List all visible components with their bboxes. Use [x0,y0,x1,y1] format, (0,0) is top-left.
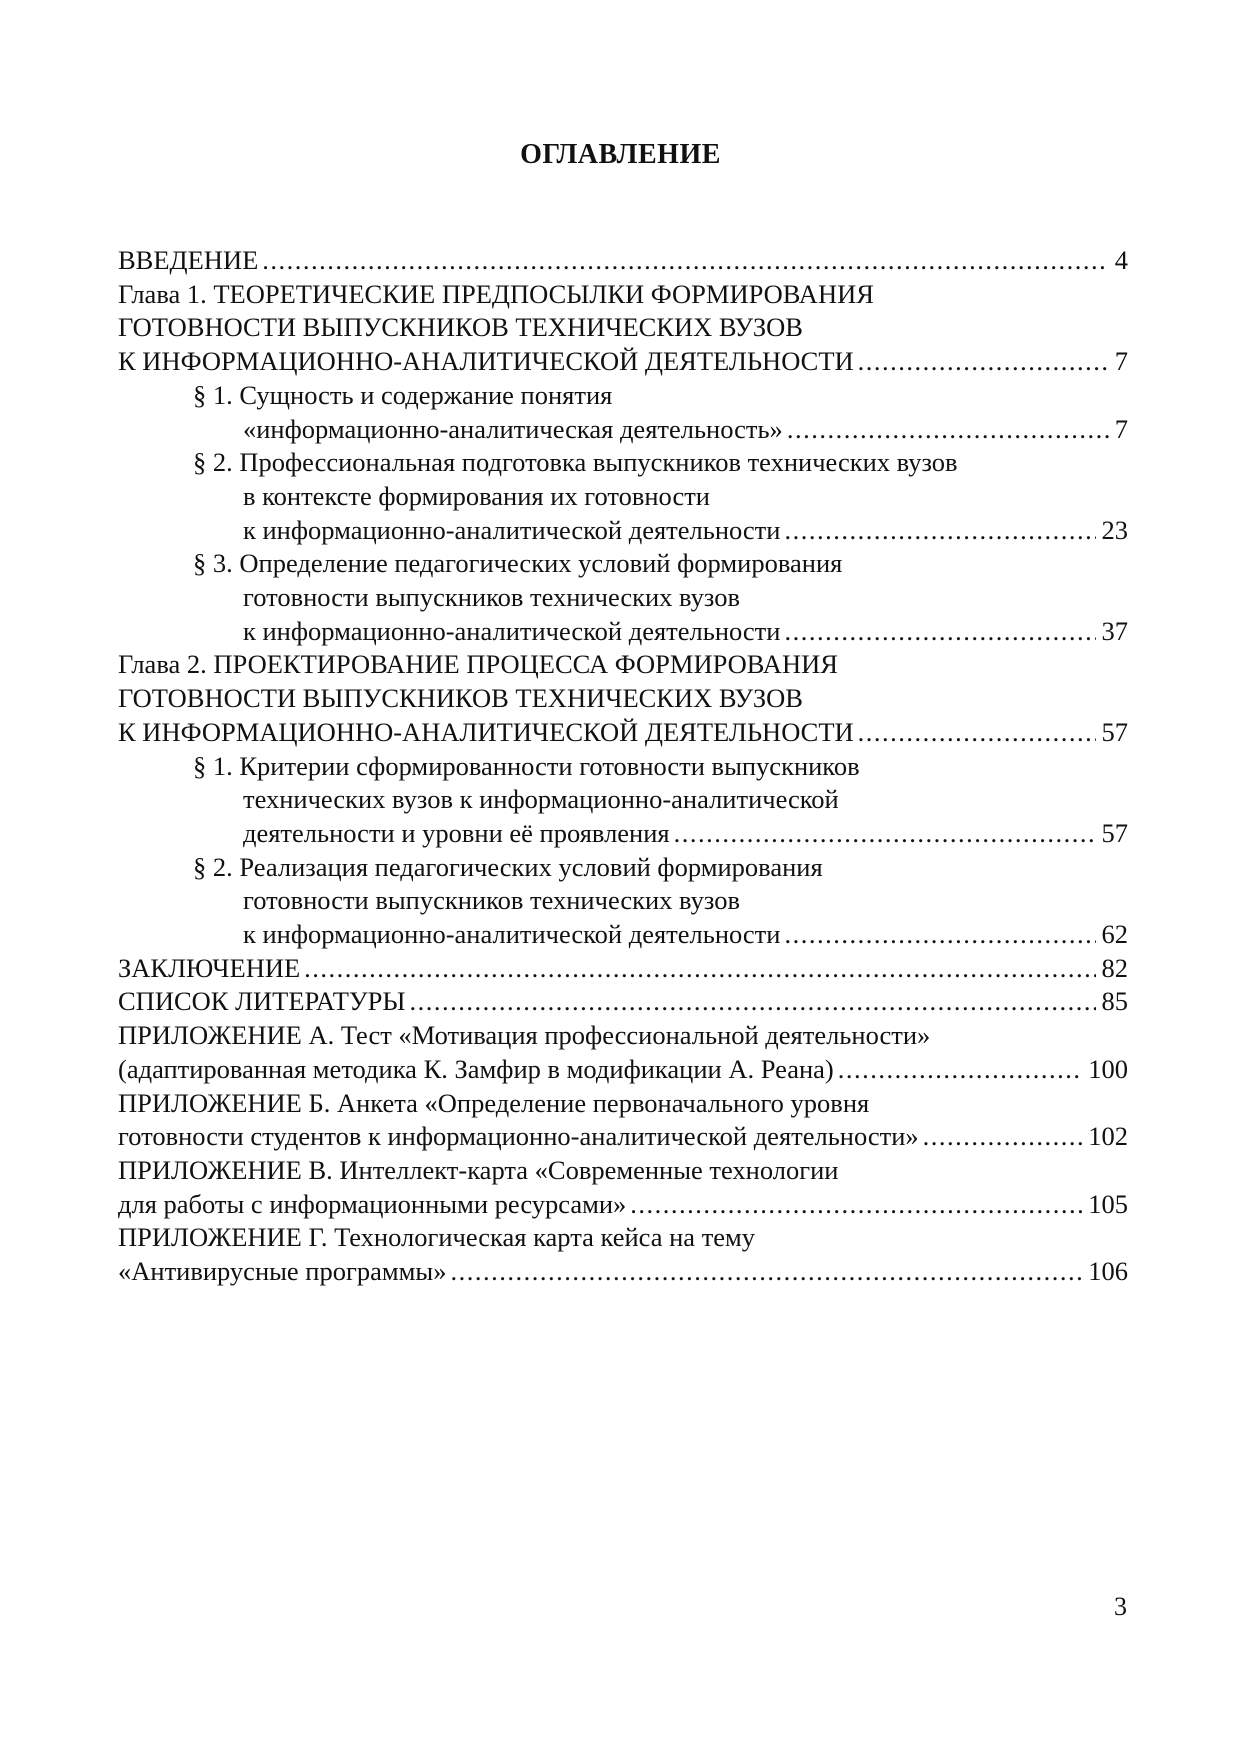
toc-entry-text: К ИНФОРМАЦИОННО-АНАЛИТИЧЕСКОЙ ДЕЯТЕЛЬНОСТИ [118,346,854,377]
toc-entry[interactable] [118,648,1128,749]
toc-entry-text: ЗАКЛЮЧЕНИЕ [118,952,301,983]
toc-entry-text: для работы с информационными ресурсами» [118,1188,627,1219]
toc-entry-line [118,1053,1128,1087]
toc-entry-page: 100 [1088,1053,1128,1084]
toc-entry-page: 7 [1114,413,1128,444]
toc-entry-line [118,985,1128,1019]
toc-entry-text: § 1. Сущность и содержание понятия [193,379,613,410]
toc-dot-leader [787,413,1109,447]
toc-dot-leader [784,615,1095,649]
toc-entry-text: ГОТОВНОСТИ ВЫПУСКНИКОВ ТЕХНИЧЕСКИХ ВУЗОВ [118,683,803,714]
toc-entry-line [118,952,1128,986]
toc-entry-line [118,750,1128,784]
toc-entry[interactable] [118,1087,1128,1154]
toc-entry-text: § 2. Реализация педагогических условий формирования [193,851,823,882]
toc-entry[interactable] [118,851,1128,952]
toc-entry-text: ПРИЛОЖЕНИЕ Г. Технологическая карта кейса на тему [118,1222,756,1253]
toc-entry-line [118,278,1128,312]
toc-entry-text: ПРИЛОЖЕНИЕ В. Интеллект-карта «Современные технологии [118,1154,839,1185]
toc-entry-page: 106 [1088,1256,1128,1287]
toc-dot-leader [923,1120,1083,1154]
toc-entry[interactable] [118,750,1128,851]
toc-entry-line [118,244,1128,278]
toc-entry-line [118,884,1128,918]
toc-entry-text: ГОТОВНОСТИ ВЫПУСКНИКОВ ТЕХНИЧЕСКИХ ВУЗОВ [118,312,803,343]
toc-dot-leader [858,716,1096,750]
toc-entry-page: 105 [1088,1188,1128,1219]
toc-dot-leader [410,985,1096,1019]
toc-entry-line [118,345,1128,379]
toc-entry-text: ВВЕДЕНИЕ [118,245,259,275]
toc-entry-page: 57 [1101,716,1128,747]
toc-entry-line [118,783,1128,817]
toc-entry-text: (адаптированная методика К. Замфир в модификации А. Реана) [118,1053,834,1084]
toc-entry-page: 102 [1088,1121,1128,1152]
toc-entry-text: технических вузов к информационно-аналитической [243,784,839,815]
table-of-contents [118,244,1128,1289]
toc-entry-page: 23 [1101,514,1128,545]
toc-dot-leader [674,817,1096,851]
toc-entry-line [118,581,1128,615]
toc-entry[interactable] [118,278,1128,379]
toc-entry-text: Глава 2. ПРОЕКТИРОВАНИЕ ПРОЦЕССА ФОРМИРОВАНИЯ [118,649,838,680]
toc-entry-text: деятельности и уровни её проявления [243,817,670,848]
toc-entry-page: 37 [1101,615,1128,646]
toc-entry-line [118,817,1128,851]
toc-entry-line [118,1019,1128,1053]
toc-entry-line [118,1221,1128,1255]
toc-entry-text: § 2. Профессиональная подготовка выпускников технических вузов [193,447,958,478]
toc-entry-text: готовности студентов к информационно-аналитической деятельности» [118,1121,919,1152]
toc-entry[interactable] [118,379,1128,446]
toc-dot-leader [838,1053,1083,1087]
toc-entry-line [118,379,1128,413]
toc-entry-text: Глава 1. ТЕОРЕТИЧЕСКИЕ ПРЕДПОСЫЛКИ ФОРМИРОВАНИЯ [118,278,874,309]
toc-entry-page: 57 [1101,817,1128,848]
page-number: 3 [1114,1592,1127,1621]
toc-entry[interactable] [118,244,1128,278]
toc-entry-line [118,1255,1128,1289]
toc-dot-leader [784,514,1095,548]
toc-entry-text: готовности выпускников технических вузов [243,582,740,613]
page-title: ОГЛАВЛЕНИЕ [520,139,721,170]
toc-entry-line [118,1120,1128,1154]
toc-entry-page: 85 [1101,986,1128,1017]
toc-entry[interactable] [118,446,1128,547]
toc-entry-text: готовности выпускников технических вузов [243,885,740,916]
toc-entry-text: в контексте формирования их готовности [243,480,710,511]
toc-entry-line [118,1188,1128,1222]
toc-entry-text: § 1. Критерии сформированности готовности выпускников [193,750,860,781]
toc-dot-leader [304,952,1095,986]
toc-dot-leader [858,345,1109,379]
toc-entry-line [118,311,1128,345]
toc-entry-page: 82 [1101,952,1128,983]
toc-entry-text: «Антивирусные программы» [118,1256,447,1287]
toc-entry-text: § 3. Определение педагогических условий формирования [193,548,843,579]
toc-entry-text: ПРИЛОЖЕНИЕ Б. Анкета «Определение первоначального уровня [118,1087,870,1118]
toc-entry-text: СПИСОК ЛИТЕРАТУРЫ [118,986,406,1017]
toc-entry-text: к информационно-аналитической деятельности [243,615,781,646]
toc-entry[interactable] [118,1019,1128,1086]
toc-entry-line [118,682,1128,716]
toc-entry[interactable] [118,547,1128,648]
toc-entry-line [118,480,1128,514]
toc-entry-page: 62 [1101,919,1128,950]
toc-entry-line [118,851,1128,885]
toc-entry-text: К ИНФОРМАЦИОННО-АНАЛИТИЧЕСКОЙ ДЕЯТЕЛЬНОСТИ [118,716,854,747]
toc-dot-leader [784,918,1095,952]
toc-entry-line [118,648,1128,682]
toc-dot-leader [630,1188,1082,1222]
toc-entry[interactable] [118,1221,1128,1288]
toc-entry-text: к информационно-аналитической деятельности [243,919,781,950]
toc-entry-line [118,1087,1128,1121]
toc-entry[interactable] [118,985,1128,1019]
toc-entry-line [118,918,1128,952]
toc-entry-line [118,446,1128,480]
toc-entry-text: «информационно-аналитическая деятельность» [243,413,783,444]
toc-entry-line [118,716,1128,750]
toc-entry-page: 7 [1114,346,1128,377]
toc-entry-line [118,514,1128,548]
toc-dot-leader [262,244,1108,278]
toc-entry[interactable] [118,1154,1128,1221]
toc-entry-line [118,413,1128,447]
toc-entry-text: ПРИЛОЖЕНИЕ А. Тест «Мотивация профессиональной деятельности» [118,1020,931,1051]
toc-dot-leader [450,1255,1082,1289]
toc-entry-line [118,547,1128,581]
toc-entry-text: к информационно-аналитической деятельности [243,514,781,545]
toc-entry[interactable] [118,952,1128,986]
toc-entry-page: 4 [1114,245,1128,275]
toc-entry-line [118,615,1128,649]
toc-entry-line [118,1154,1128,1188]
